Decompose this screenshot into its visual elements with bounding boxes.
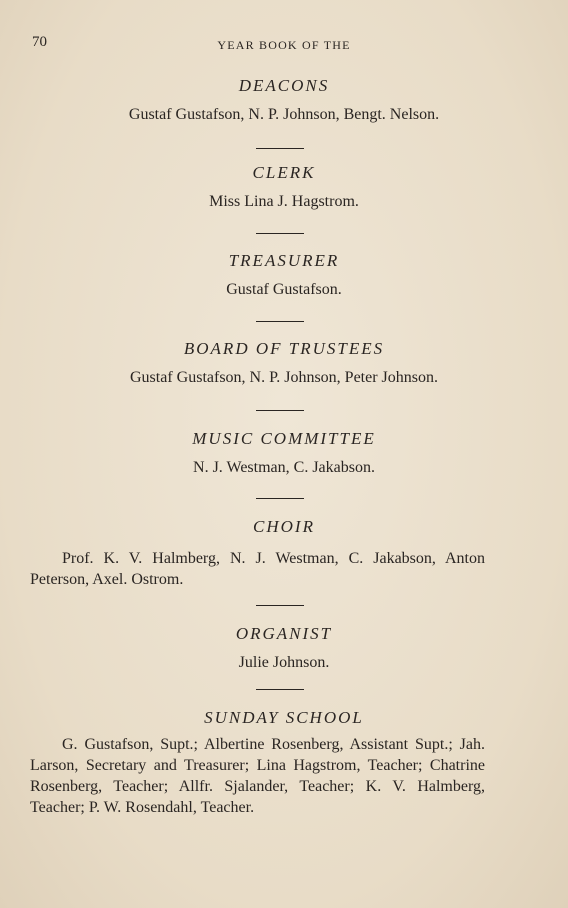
- section-deacons: [0, 76, 568, 125]
- section-body: Miss Lina J. Hagstrom.: [209, 193, 359, 210]
- section-body: N. J. Westman, C. Jakabson.: [193, 459, 375, 476]
- section-title: CLERK: [252, 163, 316, 182]
- divider-rule: [256, 233, 304, 234]
- divider-rule: [256, 605, 304, 606]
- section-sunday-school: [0, 708, 568, 728]
- section-treasurer: [0, 251, 568, 300]
- section-title: BOARD OF TRUSTEES: [183, 339, 385, 358]
- divider-rule: [256, 498, 304, 499]
- section-choir: [0, 517, 568, 537]
- section-body: Gustaf Gustafson.: [226, 281, 342, 298]
- divider-rule: [256, 689, 304, 690]
- section-title: SUNDAY SCHOOL: [204, 708, 364, 727]
- section-title: DEACONS: [238, 76, 330, 95]
- sunday-school-body: G. Gustafson, Supt.; Albertine Rosenberg, Assistant Supt.; Jah. Larson, Secretary and Treasurer; Lina Hagstrom, Teacher; Chatrine Rosenberg, Teacher; Allfr. Sjalander, Teacher; K. V. Halmberg, Teacher; P. W. Rosendahl, Teacher.: [30, 736, 485, 816]
- section-organist: [0, 624, 568, 673]
- section-body: Gustaf Gustafson, N. P. Johnson, Bengt. Nelson.: [128, 106, 440, 123]
- choir-body: Prof. K. V. Halmberg, N. J. Westman, C. Jakabson, Anton Peterson, Axel. Ostrom.: [30, 550, 485, 588]
- section-title: MUSIC COMMITTEE: [192, 429, 376, 448]
- running-head: YEAR BOOK OF THE: [217, 38, 351, 52]
- section-music-committee: [0, 429, 568, 478]
- page-header: [0, 34, 568, 56]
- section-board-of-trustees: [0, 339, 568, 388]
- section-title: ORGANIST: [235, 624, 333, 643]
- section-body: Gustaf Gustafson, N. P. Johnson, Peter Johnson.: [130, 369, 438, 386]
- section-body: Julie Johnson.: [238, 654, 330, 671]
- divider-rule: [256, 148, 304, 149]
- section-title: TREASURER: [228, 251, 340, 270]
- section-clerk: [0, 163, 568, 212]
- divider-rule: [256, 321, 304, 322]
- divider-rule: [256, 410, 304, 411]
- page-number: 70: [32, 34, 47, 50]
- section-title: CHOIR: [253, 517, 315, 536]
